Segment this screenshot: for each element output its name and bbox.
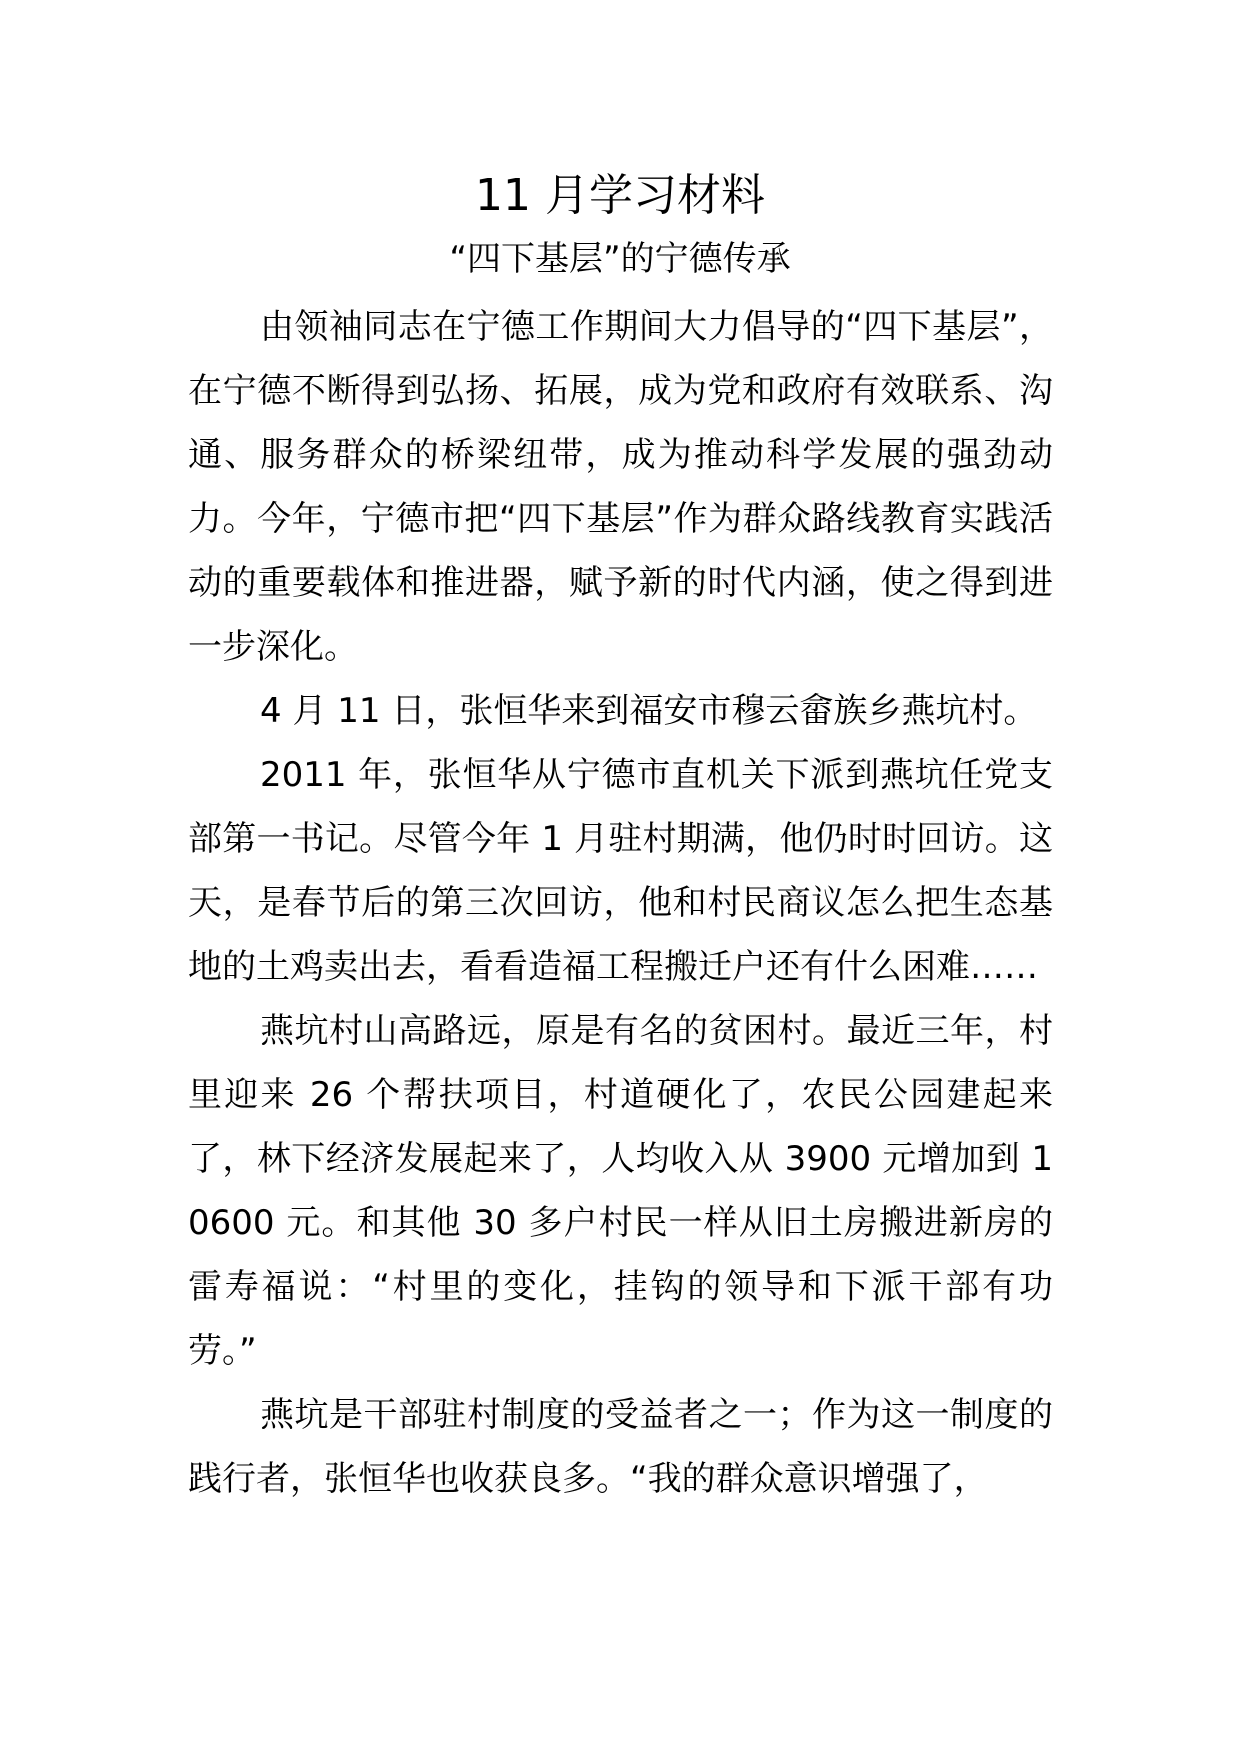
paragraph-date: 4 月 11 日，张恒华来到福安市穆云畲族乡燕坑村。 — [260, 691, 1038, 731]
document-subtitle: “四下基层”的宁德传承 — [449, 239, 791, 279]
document-title: 11 月学习材料 — [475, 170, 765, 221]
paragraph-intro: 由领袖同志在宁德工作期间大力倡导的“四下基层”，在宁德不断得到弘扬、拓展，成为党和政府有效联系、沟通、服务群众的桥梁纽带，成为推动科学发展的强劲动力。今年，宁德市把“四下基层”作为群众路线教育实践活动的重要载体和推进器，赋予新的时代内涵，使之得到进一步深化。 — [188, 307, 1053, 667]
paragraph-system: 燕坑是干部驻村制度的受益者之一；作为这一制度的践行者，张恒华也收获良多。“我的群众意识增强了， — [188, 1395, 1053, 1499]
document-body — [188, 295, 1053, 1511]
paragraph-2011: 2011 年，张恒华从宁德市直机关下派到燕坑任党支部第一书记。尽管今年 1 月驻村期满，他仍时时回访。这天，是春节后的第三次回访，他和村民商议怎么把生态基地的土鸡卖出去，看看造福工程搬迁户还有什么困难…… — [188, 755, 1053, 987]
paragraph-village: 燕坑村山高路远，原是有名的贫困村。最近三年，村里迎来 26 个帮扶项目，村道硬化了，农民公园建起来了，林下经济发展起来了，人均收入从 3900 元增加到 10600 元。和其他 30 多户村民一样从旧土房搬进新房的雷寿福说：“村里的变化，挂钩的领导和下派干部有功劳。” — [188, 1011, 1053, 1371]
